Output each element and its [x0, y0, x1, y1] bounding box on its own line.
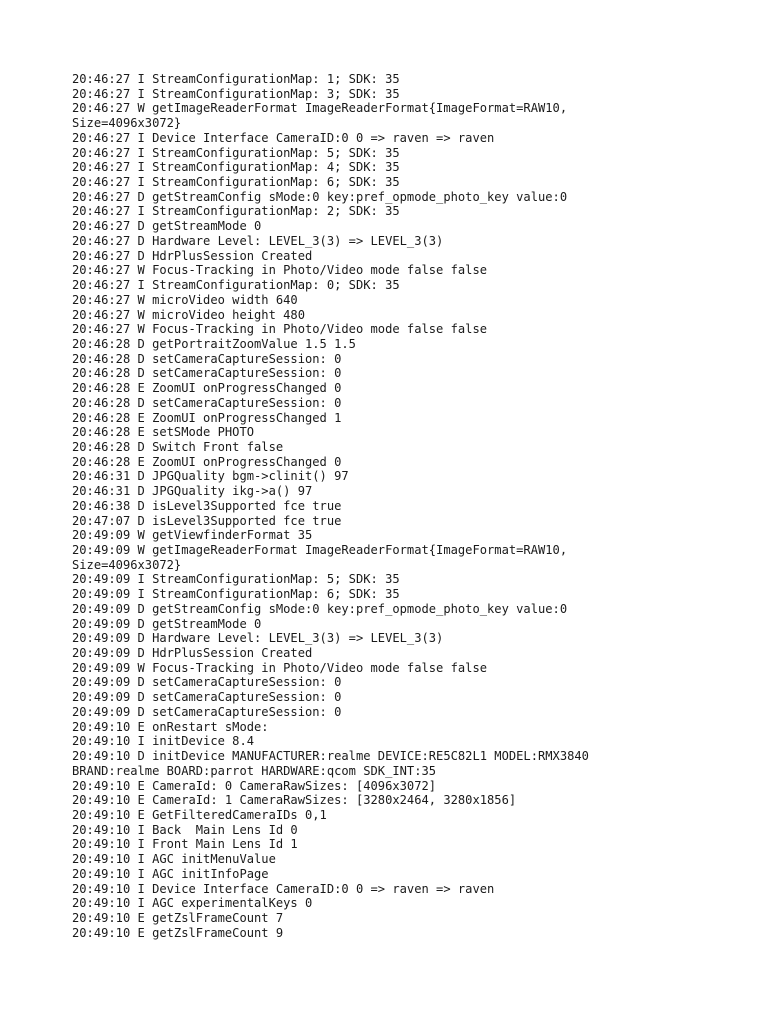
log-line: 20:49:10 E GetFilteredCameraIDs 0,1 [72, 807, 327, 822]
log-line: 20:49:10 E getZslFrameCount 9 [72, 925, 284, 940]
log-line: 20:49:09 I StreamConfigurationMap: 5; SDK: 35 [72, 572, 400, 587]
log-line: 20:46:27 D Hardware Level: LEVEL_3(3) => LEVEL_3(3) [72, 233, 444, 248]
log-line: 20:49:10 E CameraId: 0 CameraRawSizes: [4096x3072] [72, 778, 437, 793]
log-line: 20:49:09 I StreamConfigurationMap: 6; SDK: 35 [72, 587, 400, 602]
log-line: 20:46:27 W getImageReaderFormat ImageReaderFormat{ImageFormat=RAW10, Size=4096x3072} [72, 101, 568, 131]
log-line: 20:46:28 E ZoomUI onProgressChanged 0 [72, 454, 342, 469]
log-line: 20:46:31 D JPGQuality ikg->a() 97 [72, 484, 313, 499]
log-line: 20:49:10 E onRestart sMode: [72, 719, 269, 734]
log-line: 20:46:28 E ZoomUI onProgressChanged 1 [72, 410, 342, 425]
log-line: 20:46:27 I Device Interface CameraID:0 0 => raven => raven [72, 130, 495, 145]
log-line: 20:46:28 D Switch Front false [72, 439, 284, 454]
log-line: 20:49:09 D getStreamConfig sMode:0 key:pref_opmode_photo_key value:0 [72, 601, 568, 616]
log-line: 20:49:10 I Front Main Lens Id 1 [72, 837, 298, 852]
log-line: 20:46:27 W Focus-Tracking in Photo/Video mode false false [72, 322, 488, 337]
log-line: 20:46:27 I StreamConfigurationMap: 0; SDK: 35 [72, 278, 400, 293]
log-line: 20:49:09 D getStreamMode 0 [72, 616, 262, 631]
log-line: 20:49:10 I AGC initMenuValue [72, 852, 276, 867]
log-line: 20:46:27 I StreamConfigurationMap: 5; SDK: 35 [72, 145, 400, 160]
log-line: 20:49:10 E getZslFrameCount 7 [72, 910, 284, 925]
log-line: 20:46:27 W microVideo width 640 [72, 292, 298, 307]
log-line: 20:49:09 W getViewfinderFormat 35 [72, 528, 313, 543]
log-line: 20:46:27 D HdrPlusSession Created [72, 248, 313, 263]
log-line: 20:49:09 D setCameraCaptureSession: 0 [72, 675, 342, 690]
log-line: 20:46:28 D setCameraCaptureSession: 0 [72, 395, 342, 410]
log-line: 20:49:09 W getImageReaderFormat ImageReaderFormat{ImageFormat=RAW10, Size=4096x3072} [72, 543, 568, 572]
log-line: 20:46:27 W microVideo height 480 [72, 307, 305, 322]
log-line: 20:46:27 W Focus-Tracking in Photo/Video mode false false [72, 263, 488, 278]
log-line: 20:46:38 D isLevel3Supported fce true [72, 498, 342, 513]
log-line: 20:46:28 D getPortraitZoomValue 1.5 1.5 [72, 336, 356, 351]
log-line: 20:49:10 I AGC experimentalKeys 0 [72, 896, 313, 911]
log-line: 20:49:09 D Hardware Level: LEVEL_3(3) => LEVEL_3(3) [72, 631, 444, 646]
log-line: 20:49:09 D setCameraCaptureSession: 0 [72, 690, 342, 705]
log-line: 20:49:10 D initDevice MANUFACTURER:realme DEVICE:RE5C82L1 MODEL:RMX3840 BRAND:realme BOARD:parrot HARDWARE:qcom SDK_INT:35 [72, 749, 589, 778]
log-line: 20:46:27 D getStreamConfig sMode:0 key:pref_opmode_photo_key value:0 [72, 189, 568, 204]
log-line: 20:49:10 I Device Interface CameraID:0 0 => raven => raven [72, 881, 495, 896]
log-line: 20:49:10 I Back Main Lens Id 0 [72, 822, 298, 837]
log-line: 20:49:09 D HdrPlusSession Created [72, 646, 313, 661]
log-line: 20:46:28 D setCameraCaptureSession: 0 [72, 366, 342, 381]
log-line: 20:49:10 I AGC initInfoPage [72, 866, 269, 881]
log-view [72, 72, 692, 940]
log-line: 20:46:28 E setSMode PHOTO [72, 425, 255, 440]
log-line: 20:49:10 E CameraId: 1 CameraRawSizes: [3280x2464, 3280x1856] [72, 793, 517, 808]
log-line: 20:46:31 D JPGQuality bgm->clinit() 97 [72, 469, 349, 484]
log-line: 20:46:27 I StreamConfigurationMap: 6; SDK: 35 [72, 175, 400, 190]
log-line: 20:49:10 I initDevice 8.4 [72, 734, 255, 749]
log-line: 20:49:09 D setCameraCaptureSession: 0 [72, 704, 342, 719]
log-line: 20:46:27 I StreamConfigurationMap: 2; SDK: 35 [72, 204, 400, 219]
log-line: 20:47:07 D isLevel3Supported fce true [72, 513, 342, 528]
log-line: 20:46:28 E ZoomUI onProgressChanged 0 [72, 381, 342, 396]
log-line: 20:46:27 I StreamConfigurationMap: 1; SDK: 35 [72, 72, 400, 86]
log-line: 20:49:09 W Focus-Tracking in Photo/Video mode false false [72, 660, 488, 675]
log-line: 20:46:27 I StreamConfigurationMap: 4; SDK: 35 [72, 160, 400, 175]
log-line: 20:46:27 D getStreamMode 0 [72, 219, 262, 234]
log-line: 20:46:27 I StreamConfigurationMap: 3; SDK: 35 [72, 86, 400, 101]
log-line: 20:46:28 D setCameraCaptureSession: 0 [72, 351, 342, 366]
